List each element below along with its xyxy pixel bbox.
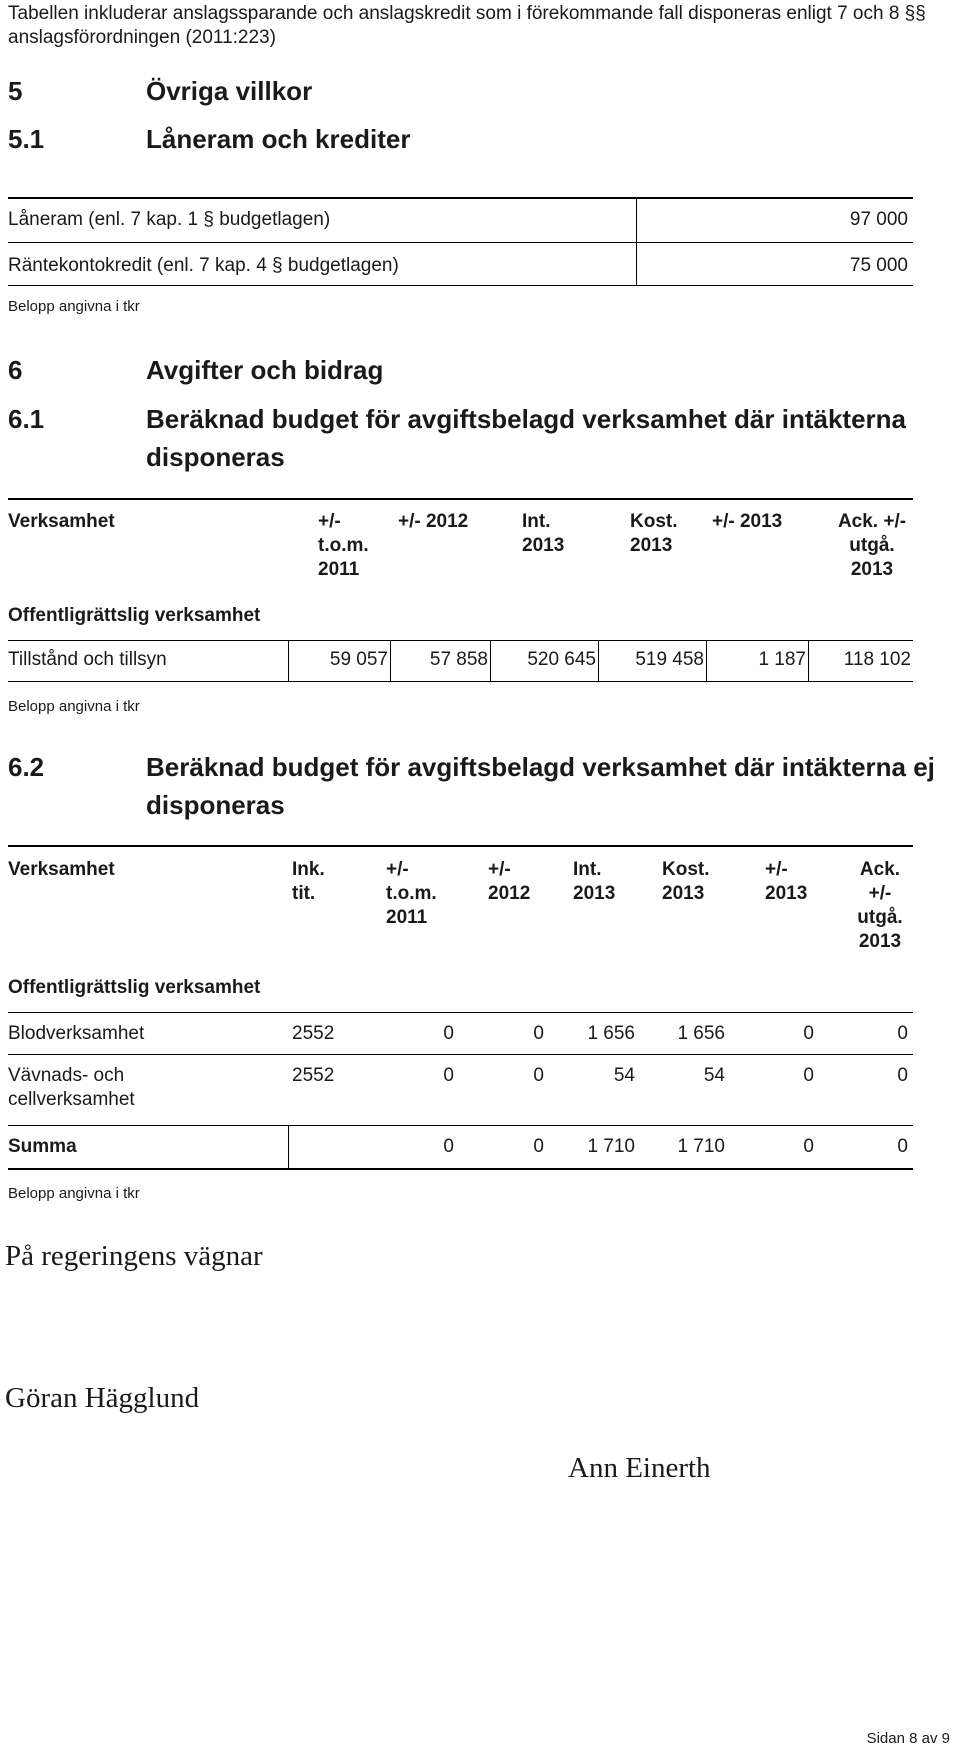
section-title-line-1: Beräknad budget för avgiftsbelagd verksamhet där intäkterna ej: [146, 752, 935, 782]
table-header-rule: [8, 1012, 913, 1013]
row-value: 54: [613, 1065, 635, 1086]
section-number: 5.1: [8, 124, 45, 154]
row-label: Tillstånd och tillsyn: [8, 649, 167, 670]
header-line: Ack.: [859, 859, 901, 880]
col-divider: [288, 641, 289, 681]
header-line: t.o.m.: [386, 883, 437, 904]
header-ink-tit: [292, 858, 325, 906]
col-divider: [706, 641, 707, 681]
header-tom-2011: [318, 510, 369, 582]
header-ack-2013: [845, 858, 915, 954]
row-value: 1 656: [587, 1023, 635, 1044]
header-line: 2013: [850, 559, 894, 580]
row-value: 2552: [292, 1065, 335, 1086]
row-label-line: Vävnads- och: [8, 1065, 125, 1086]
header-line: t.o.m.: [318, 535, 369, 556]
header-line: +/-: [868, 883, 892, 904]
row-label: Blodverksamhet: [8, 1023, 145, 1044]
header-line: 2012: [488, 883, 531, 904]
table-bottom-rule: [8, 681, 913, 682]
row-value: 0: [533, 1065, 544, 1086]
section-number: 5: [8, 76, 23, 106]
section-5-1-heading: [8, 124, 908, 156]
header-line: utgå.: [849, 535, 895, 556]
col-divider: [598, 641, 599, 681]
row-value: 0: [533, 1023, 544, 1044]
section-6-heading: [8, 355, 908, 387]
amount-note: Belopp angivna i tkr: [8, 698, 140, 715]
loan-row-label: Räntekontokredit (enl. 7 kap. 4 § budgetlagen): [8, 255, 399, 276]
row-value: 519 458: [635, 649, 704, 670]
signatory-name-1: Göran Hägglund: [5, 1382, 200, 1414]
header-line: 2013: [662, 883, 705, 904]
row-rule: [8, 1054, 913, 1055]
section-number: 6: [8, 355, 23, 385]
intro-note-line-1: Tabellen inkluderar anslagssparande och anslagskredit som i förekommande fall disponeras enligt 7 och 8 §§: [8, 3, 926, 24]
header-line: tit.: [292, 883, 316, 904]
row-value: 0: [897, 1065, 908, 1086]
header-line: 2013: [858, 931, 902, 952]
loan-row-value: 75 000: [849, 255, 908, 276]
header-line: utgå.: [857, 907, 903, 928]
sum-divider: [288, 1126, 289, 1169]
section-title-line-1: Beräknad budget för avgiftsbelagd verksamhet där intäkterna: [146, 404, 906, 434]
loans-table-top-rule: [8, 197, 913, 199]
header-ack-2013: [827, 510, 917, 582]
section-number: 6.1: [8, 404, 45, 434]
table-bottom-rule: [8, 1168, 913, 1170]
header-line: 2011: [386, 907, 428, 928]
loan-row-label: Låneram (enl. 7 kap. 1 § budgetlagen): [8, 209, 331, 230]
header-line: 2011: [318, 559, 360, 580]
header-kost-2013: [662, 858, 710, 906]
header-2012: [398, 510, 468, 534]
section-number: 6.2: [8, 752, 45, 782]
sum-value: 1 710: [587, 1136, 635, 1157]
header-2013: [712, 510, 782, 534]
amount-note: Belopp angivna i tkr: [8, 1185, 140, 1202]
sum-value: 0: [533, 1136, 544, 1157]
header-line: +/-: [765, 859, 788, 880]
row-value: 0: [443, 1065, 454, 1086]
header-line: 2013: [765, 883, 808, 904]
intro-note: [8, 2, 948, 50]
header-verksamhet: Verksamhet: [8, 511, 115, 532]
signatory-name-2: Ann Einerth: [568, 1452, 711, 1484]
col-divider: [390, 641, 391, 681]
signature-heading: På regeringens vägnar: [5, 1240, 263, 1272]
header-int-2013: [573, 858, 615, 906]
intro-note-line-2: anslagsförordningen (2011:223): [8, 27, 276, 48]
section-title-line-2: disponeras: [146, 790, 285, 820]
row-value: 520 645: [527, 649, 596, 670]
header-line: 2013: [630, 535, 673, 556]
sum-label: Summa: [8, 1136, 77, 1157]
section-title: Låneram och krediter: [146, 124, 411, 154]
row-value: 0: [803, 1065, 814, 1086]
row-label-line: cellverksamhet: [8, 1089, 135, 1110]
header-kost-2013: [630, 510, 678, 558]
sum-value: 0: [803, 1136, 814, 1157]
header-line: +/-: [488, 859, 511, 880]
table-header-rule: [8, 640, 913, 641]
header-line: Int.: [573, 859, 602, 880]
table-top-rule: [8, 845, 913, 847]
row-value: 0: [443, 1023, 454, 1044]
header-2013: [765, 858, 807, 906]
section-title-line-2: disponeras: [146, 442, 285, 472]
section-title: Övriga villkor: [146, 76, 313, 106]
header-line: +/- 2013: [712, 511, 783, 532]
header-line: Kost.: [662, 859, 710, 880]
sum-value: 0: [443, 1136, 454, 1157]
page-number: Sidan 8 av 9: [866, 1730, 950, 1747]
header-line: +/-: [318, 511, 341, 532]
row-value: 57 858: [429, 649, 488, 670]
section-5-heading: [8, 76, 908, 108]
row-rule: [8, 1125, 913, 1126]
header-line: Ack. +/-: [837, 511, 907, 532]
row-value: 118 102: [843, 649, 911, 670]
sum-value: 1 710: [677, 1136, 725, 1157]
row-value: 59 057: [329, 649, 388, 670]
row-value: 2552: [292, 1023, 335, 1044]
header-line: 2013: [522, 535, 565, 556]
header-line: Int.: [522, 511, 551, 532]
header-line: +/-: [386, 859, 409, 880]
group-label: Offentligrättslig verksamhet: [8, 605, 261, 626]
section-6-1-heading: [8, 404, 948, 474]
row-value: 54: [703, 1065, 725, 1086]
section-6-2-heading: [8, 752, 953, 822]
header-line: Ink.: [292, 859, 325, 880]
row-label: [8, 1064, 135, 1112]
section-title: Avgifter och bidrag: [146, 355, 384, 385]
header-line: Kost.: [630, 511, 678, 532]
amount-note: Belopp angivna i tkr: [8, 298, 140, 315]
loans-row-rule: [8, 242, 913, 243]
row-value: 0: [897, 1023, 908, 1044]
row-value: 0: [803, 1023, 814, 1044]
sum-value: 0: [897, 1136, 908, 1157]
row-value: 1 187: [758, 649, 806, 670]
table-top-rule: [8, 498, 913, 500]
col-divider: [808, 641, 809, 681]
group-label: Offentligrättslig verksamhet: [8, 977, 261, 998]
header-2012: [488, 858, 530, 906]
header-int-2013: [522, 510, 564, 558]
loans-table-bottom-rule: [8, 285, 913, 286]
header-line: +/- 2012: [398, 511, 469, 532]
loan-row-value: 97 000: [849, 209, 908, 230]
header-verksamhet: Verksamhet: [8, 859, 115, 880]
header-tom-2011: [386, 858, 437, 930]
col-divider: [490, 641, 491, 681]
row-value: 1 656: [677, 1023, 725, 1044]
header-line: 2013: [573, 883, 616, 904]
